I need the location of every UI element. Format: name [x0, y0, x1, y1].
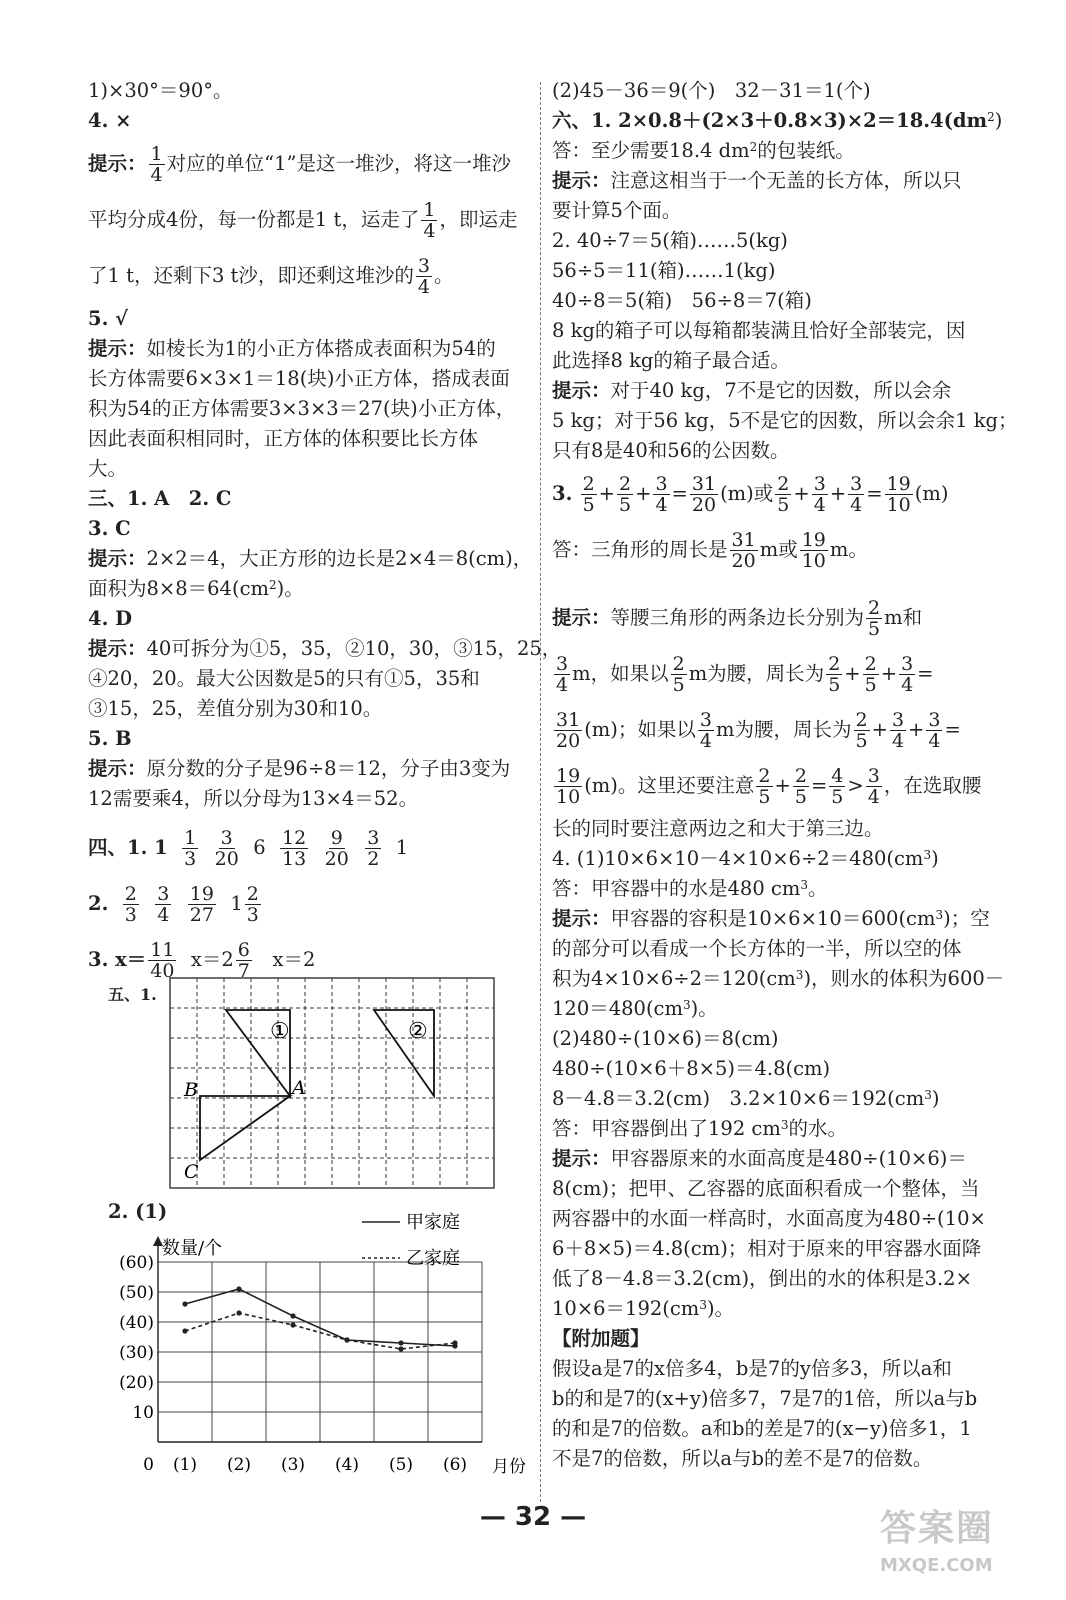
label-circle-2: ②	[408, 1019, 428, 1044]
x-tick-label: (4)	[334, 1455, 360, 1475]
data-point	[398, 1346, 403, 1351]
calc-6-2-line3: 40÷8＝5(箱) 56÷8＝7(箱)	[552, 289, 812, 312]
fraction: $\frac{3}{20}$	[214, 827, 239, 870]
hint-6-2-line2: 5 kg；对于56 kg，5不是它的因数，所以会余1 kg；	[552, 409, 1018, 432]
hint-6-4-line4: $120=480(cm^3)$。	[552, 997, 718, 1020]
section-5-label: 五、1.	[108, 985, 157, 1004]
answer-3-3: 3. C	[88, 517, 131, 540]
y-axis-label: 数量/个	[162, 1238, 223, 1259]
section-4-line2: 2. $\frac{2}{3}$ $\frac{3}{4}$ $\frac{19}{27}$ 1 $\frac{2}{3}$	[88, 883, 259, 926]
hint-3-3-line1: 提示：2×2＝4，大正方形的边长是2×4＝8(cm)，	[88, 547, 533, 570]
answer-4: 4. ×	[88, 109, 132, 132]
column-divider	[540, 82, 541, 1502]
hint-6-3-line2: $\frac{3}{4}$ m，如果以 $\frac{2}{5}$ m为腰，周长为 $\frac{2}{5}$ + $\frac{2}{5}$ + $\frac{3}{4}$ =	[556, 653, 934, 696]
answer-6-4-2: 答：甲容器倒出了192 $cm^3$的水。	[552, 1117, 847, 1140]
data-point	[452, 1340, 457, 1345]
data-point	[398, 1340, 403, 1345]
answer-3-4: 4. D	[88, 607, 133, 630]
hint-5-line3: 积为54的正方体需要3×3×3＝27(块)小正方体，	[88, 397, 516, 420]
calc-6-4-2-line2: 480÷(10×6＋8×5)＝4.8(cm)	[552, 1057, 831, 1080]
x-tick-label: (3)	[280, 1455, 306, 1475]
data-point	[236, 1310, 241, 1315]
hint-6-4-line3: 积为$4\times 10\times 6\div 2=120(cm^3)$，则水的体积为600－	[552, 967, 1005, 990]
x-tick-label: (6)	[442, 1455, 468, 1475]
label-B: B	[184, 1079, 198, 1101]
calc-6-4-2-line3: 8－4.8＝3.2(cm) $3.2\times 10\times 6=192(cm^3)$	[552, 1087, 940, 1110]
text-line: (2)45－36＝9(个) 32－31＝1(个)	[552, 79, 871, 102]
hint-6-3-line5: 长的同时要注意两边之和大于第三边。	[552, 817, 884, 840]
data-point	[182, 1328, 187, 1333]
hint-5-line4: 因此表面积相同时，正方体的体积要比长方体	[88, 427, 479, 450]
hint-6-4-2-line3: 两容器中的水面一样高时，水面高度为480÷(10×	[552, 1207, 986, 1230]
calc-6-2-line4: 8 kg的箱子可以每箱都装满且恰好全部装完，因	[552, 319, 966, 342]
hint-6-4-2-line6: $10\times 6=192(cm^3)$。	[552, 1297, 735, 1320]
data-point	[290, 1313, 295, 1318]
fraction: $\frac{11}{40}$	[150, 939, 175, 982]
hint-5-line5: 大。	[88, 457, 128, 480]
hint-4-line2: 平均分成4份，每一份都是1 t，运走了 $\frac{1}{4}$ ，即运走	[88, 199, 518, 242]
x-tick-label: (1)	[172, 1455, 198, 1475]
hint-4-line3: 了1 t，还剩下3 t沙，即还剩这堆沙的 $\frac{3}{4}$ 。	[88, 255, 454, 298]
watermark-logo: 答案圈 MXQE.COM	[880, 1508, 995, 1576]
y-tick-label: 10	[132, 1403, 154, 1423]
hint-6-3-line1: 提示：等腰三角形的两条边长分别为 $\frac{2}{5}$ m和	[552, 597, 923, 640]
hint-6-4-2-line5: 低了8－4.8＝3.2(cm)，倒出的水的体积是3.2×	[552, 1267, 972, 1290]
section-3-answers: 三、1. A 2. C	[88, 487, 232, 510]
bonus-title: 【附加题】	[552, 1327, 650, 1350]
calc-6-4-2-line1: (2)480÷(10×6)＝8(cm)	[552, 1027, 779, 1050]
bonus-line3: 的和是7的倍数。a和b的差是7的(x−y)倍多1，1	[552, 1417, 972, 1440]
hint-3-4-line3: ③15，25，差值分别为30和10。	[88, 697, 383, 720]
data-point	[344, 1337, 349, 1342]
bonus-line4: 不是7的倍数，所以a与b的差不是7的倍数。	[552, 1447, 933, 1470]
hint-3-5-line2: 12需要乘4，所以分母为13×4＝52。	[88, 787, 419, 810]
hint-6-4-line2: 的部分可以看成一个长方体的一半，所以空的体	[552, 937, 962, 960]
fraction: $\frac{1}{3}$	[184, 827, 197, 870]
hint-6-2-line3: 只有8是40和56的公因数。	[552, 439, 790, 462]
text-line: 1)×30°＝90°。	[88, 79, 233, 102]
hint-5-line1: 提示：如棱长为1的小正方体搭成表面积为54的	[88, 337, 496, 360]
fraction: $\frac{9}{20}$	[324, 827, 349, 870]
left-column	[88, 76, 562, 988]
hint-6-1-line1: 提示：注意这相当于一个无盖的长方体，所以只	[552, 169, 962, 192]
answer-5: 5. √	[88, 307, 128, 330]
x-tick-label: (2)	[226, 1455, 252, 1475]
x-tick-label: (5)	[388, 1455, 414, 1475]
line-chart	[100, 1210, 530, 1480]
y-tick-label: (30)	[119, 1343, 154, 1363]
calc-6-2-line5: 此选择8 kg的箱子最合适。	[552, 349, 790, 372]
fraction: $\frac{3}{4}$	[157, 883, 170, 926]
fraction: $\frac{3}{2}$	[367, 827, 380, 870]
section-4-line3: 3. x＝ $\frac{11}{40}$ x＝2 $\frac{6}{7}$ x＝2	[88, 939, 316, 982]
fraction: $\frac{2}{3}$	[124, 883, 137, 926]
hint-3-4-line1: 提示：40可拆分为①5，35，②10，30，③15，25，	[88, 637, 562, 660]
x-axis-label: 月份	[492, 1457, 526, 1477]
answer-3-5: 5. B	[88, 727, 132, 750]
data-point	[236, 1286, 241, 1291]
hint-6-2-line1: 提示：对于40 kg，7不是它的因数，所以会余	[552, 379, 952, 402]
bonus-line2: b的和是7的(x+y)倍多7，7是7的1倍，所以a与b	[552, 1387, 978, 1410]
fraction: $\frac{12}{13}$	[282, 827, 307, 870]
hint-6-4-2-line2: 8(cm)；把甲、乙容器的底面积看成一个整体，当	[552, 1177, 980, 1200]
y-tick-label: 0	[143, 1455, 154, 1475]
fraction: $\frac{1}{4}$	[150, 143, 163, 186]
label-circle-1: ①	[270, 1019, 290, 1044]
hint-6-4-2-line1: 提示：甲容器原来的水面高度是480÷(10×6)＝	[552, 1147, 967, 1170]
label-C: C	[184, 1161, 199, 1183]
right-column	[552, 76, 1018, 1474]
hint-6-1-line2: 要计算5个面。	[552, 199, 682, 222]
data-point	[290, 1322, 295, 1327]
y-tick-label: (40)	[119, 1313, 154, 1333]
calc-6-4-line1: 4. $(1)10\times 6\times 10-4\times 10\times 6\div 2=480(cm^3)$	[552, 847, 939, 870]
data-point	[182, 1301, 187, 1306]
hint-6-3-line3: $\frac{31}{20}$ (m)；如果以 $\frac{3}{4}$ m为腰，周长为 $\frac{2}{5}$ + $\frac{3}{4}$ + $\frac{3}{4}$ =	[556, 709, 961, 752]
legend-label: 乙家庭	[406, 1248, 460, 1269]
legend-label: 甲家庭	[406, 1212, 460, 1233]
bonus-line1: 假设a是7的x倍多4，b是7的y倍多3，所以a和	[552, 1357, 952, 1380]
fraction: $\frac{3}{4}$	[417, 255, 430, 298]
calc-6-2-line2: 56÷5＝11(箱)……1(kg)	[552, 259, 776, 282]
answer-6-3: 答：三角形的周长是 $\frac{31}{20}$ m或 $\frac{19}{10}$ m。	[552, 529, 868, 572]
hint-3-3-line2: 面积为$8\times 8=64(cm^2)$。	[88, 577, 304, 600]
answer-6-1: 答：至少需要18.4 $dm^2$的包装纸。	[552, 139, 855, 162]
grid-figure	[160, 972, 500, 1194]
fraction: $\frac{6}{7}$	[237, 939, 250, 982]
fraction: $\frac{19}{27}$	[189, 883, 214, 926]
y-tick-label: (60)	[119, 1253, 154, 1273]
fraction: $\frac{1}{4}$	[423, 199, 436, 242]
hint-6-4-line1: 提示：甲容器的容积是$10\times 6\times 10=600(cm^3)$；空	[552, 907, 990, 930]
y-tick-label: (50)	[119, 1283, 154, 1303]
hint-6-3-line4: $\frac{19}{10}$ (m)。这里还要注意 $\frac{2}{5}$ + $\frac{2}{5}$ = $\frac{4}{5}$ > $\frac{3}{4}$ ，在选取腰	[556, 765, 982, 808]
y-tick-label: (20)	[119, 1373, 154, 1393]
hint-6-4-2-line4: 6＋8×5)＝4.8(cm)；相对于原来的甲容器水面降	[552, 1237, 982, 1260]
answer-6-4-1: 答：甲容器中的水是480 $cm^3$。	[552, 877, 828, 900]
calc-6-2-line1: 2. 40÷7＝5(箱)……5(kg)	[552, 229, 788, 252]
section-5-2-label: 2. (1)	[108, 1200, 168, 1223]
hint-3-5-line1: 提示：原分数的分子是96÷8＝12，分子由3变为	[88, 757, 511, 780]
page-number: — 32 —	[479, 1502, 587, 1532]
calc-6-3: 3. $\frac{2}{5}$ + $\frac{2}{5}$ + $\frac{3}{4}$ = $\frac{31}{20}$ (m)或 $\frac{2}{5}$ + $\frac{3}{4}$ + $\frac{3}{4}$ = $\frac{19}{10}$ (m)	[552, 473, 949, 516]
hint-4-line1: 提示： $\frac{1}{4}$ 对应的单位“1”是这一堆沙，将这一堆沙	[88, 143, 511, 186]
fraction: $\frac{2}{3}$	[246, 883, 259, 926]
label-A: A	[292, 1077, 306, 1099]
hint-3-4-line2: ④20，20。最大公因数是5的只有①5，35和	[88, 667, 480, 690]
section-6-line1: 六、1. $2\times 0.8+(2\times 3+0.8\times 3)\times 2=18.4(dm^2)$	[552, 109, 1003, 132]
hint-5-line2: 长方体需要6×3×1＝18(块)小正方体，搭成表面	[88, 367, 510, 390]
section-4-line1: 四、1. 1 $\frac{1}{3}$ $\frac{3}{20}$ 6 $\frac{12}{13}$ $\frac{9}{20}$ $\frac{3}{2}$ 1	[88, 827, 409, 870]
